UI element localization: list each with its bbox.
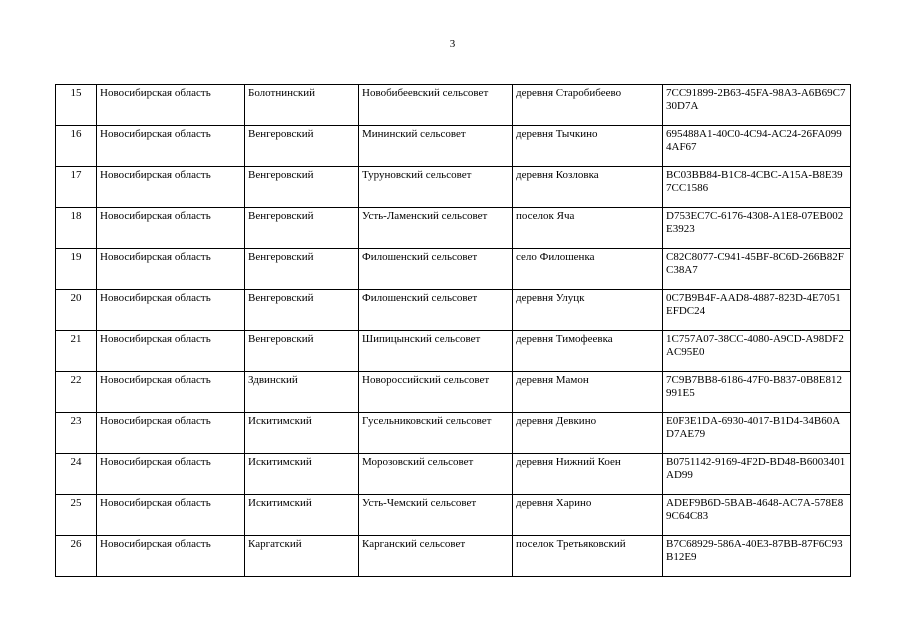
settlement-cell: деревня Тимофеевка: [513, 331, 663, 372]
table-row: [56, 331, 851, 372]
table-row: [56, 249, 851, 290]
region-cell: Новосибирская область: [97, 536, 245, 577]
region-cell: Новосибирская область: [97, 413, 245, 454]
table-body: [56, 85, 851, 577]
table-row: [56, 454, 851, 495]
council-cell: Филошенский сельсовет: [359, 249, 513, 290]
region-cell: Новосибирская область: [97, 85, 245, 126]
district-cell: Искитимский: [245, 413, 359, 454]
settlement-cell: поселок Яча: [513, 208, 663, 249]
row-number-cell: 16: [56, 126, 97, 167]
district-cell: Болотнинский: [245, 85, 359, 126]
settlement-cell: деревня Харино: [513, 495, 663, 536]
code-cell: 1C757A07-38CC-4080-A9CD-A98DF2AC95E0: [663, 331, 851, 372]
council-cell: Усть-Ламенский сельсовет: [359, 208, 513, 249]
code-cell: ADEF9B6D-5BAB-4648-AC7A-578E89C64C83: [663, 495, 851, 536]
district-cell: Венгеровский: [245, 126, 359, 167]
table-row: [56, 290, 851, 331]
settlement-cell: деревня Улуцк: [513, 290, 663, 331]
code-cell: D753EC7C-6176-4308-A1E8-07EB002E3923: [663, 208, 851, 249]
row-number-cell: 15: [56, 85, 97, 126]
council-cell: Филошенский сельсовет: [359, 290, 513, 331]
region-cell: Новосибирская область: [97, 126, 245, 167]
code-cell: 7CC91899-2B63-45FA-98A3-A6B69C730D7A: [663, 85, 851, 126]
region-cell: Новосибирская область: [97, 290, 245, 331]
council-cell: Шипицынский сельсовет: [359, 331, 513, 372]
code-cell: 0C7B9B4F-AAD8-4887-823D-4E7051EFDC24: [663, 290, 851, 331]
region-cell: Новосибирская область: [97, 208, 245, 249]
code-cell: 7C9B7BB8-6186-47F0-B837-0B8E812991E5: [663, 372, 851, 413]
council-cell: Усть-Чемский сельсовет: [359, 495, 513, 536]
row-number-cell: 19: [56, 249, 97, 290]
code-cell: B7C68929-586A-40E3-87BB-87F6C93B12E9: [663, 536, 851, 577]
district-cell: Венгеровский: [245, 249, 359, 290]
table-row: [56, 167, 851, 208]
code-cell: C82C8077-C941-45BF-8C6D-266B82FC38A7: [663, 249, 851, 290]
district-cell: Каргатский: [245, 536, 359, 577]
table-row: [56, 495, 851, 536]
table-row: [56, 85, 851, 126]
settlement-cell: деревня Козловка: [513, 167, 663, 208]
table-row: [56, 372, 851, 413]
region-cell: Новосибирская область: [97, 372, 245, 413]
region-cell: Новосибирская область: [97, 495, 245, 536]
settlement-cell: деревня Мамон: [513, 372, 663, 413]
council-cell: Новобибеевский сельсовет: [359, 85, 513, 126]
district-cell: Венгеровский: [245, 331, 359, 372]
row-number-cell: 22: [56, 372, 97, 413]
row-number-cell: 17: [56, 167, 97, 208]
settlements-table: [55, 84, 851, 577]
district-cell: Венгеровский: [245, 208, 359, 249]
row-number-cell: 18: [56, 208, 97, 249]
table-row: [56, 413, 851, 454]
council-cell: Новороссийский сельсовет: [359, 372, 513, 413]
row-number-cell: 25: [56, 495, 97, 536]
row-number-cell: 23: [56, 413, 97, 454]
settlement-cell: деревня Старобибеево: [513, 85, 663, 126]
council-cell: Карганский сельсовет: [359, 536, 513, 577]
region-cell: Новосибирская область: [97, 454, 245, 495]
region-cell: Новосибирская область: [97, 331, 245, 372]
code-cell: BC03BB84-B1C8-4CBC-A15A-B8E397CC1586: [663, 167, 851, 208]
row-number-cell: 21: [56, 331, 97, 372]
district-cell: Искитимский: [245, 495, 359, 536]
code-cell: 695488A1-40C0-4C94-AC24-26FA0994AF67: [663, 126, 851, 167]
district-cell: Здвинский: [245, 372, 359, 413]
table-row: [56, 536, 851, 577]
page-number: 3: [449, 38, 456, 50]
code-cell: E0F3E1DA-6930-4017-B1D4-34B60AD7AE79: [663, 413, 851, 454]
settlement-cell: деревня Нижний Коен: [513, 454, 663, 495]
council-cell: Гусельниковский сельсовет: [359, 413, 513, 454]
table-row: [56, 208, 851, 249]
council-cell: Морозовский сельсовет: [359, 454, 513, 495]
settlement-cell: деревня Тычкино: [513, 126, 663, 167]
settlement-cell: поселок Третьяковский: [513, 536, 663, 577]
table-row: [56, 126, 851, 167]
row-number-cell: 24: [56, 454, 97, 495]
row-number-cell: 26: [56, 536, 97, 577]
row-number-cell: 20: [56, 290, 97, 331]
council-cell: Туруновский сельсовет: [359, 167, 513, 208]
code-cell: B0751142-9169-4F2D-BD48-B6003401AD99: [663, 454, 851, 495]
council-cell: Мининский сельсовет: [359, 126, 513, 167]
settlement-cell: деревня Девкино: [513, 413, 663, 454]
region-cell: Новосибирская область: [97, 249, 245, 290]
district-cell: Венгеровский: [245, 167, 359, 208]
district-cell: Венгеровский: [245, 290, 359, 331]
region-cell: Новосибирская область: [97, 167, 245, 208]
settlement-cell: село Филошенка: [513, 249, 663, 290]
district-cell: Искитимский: [245, 454, 359, 495]
